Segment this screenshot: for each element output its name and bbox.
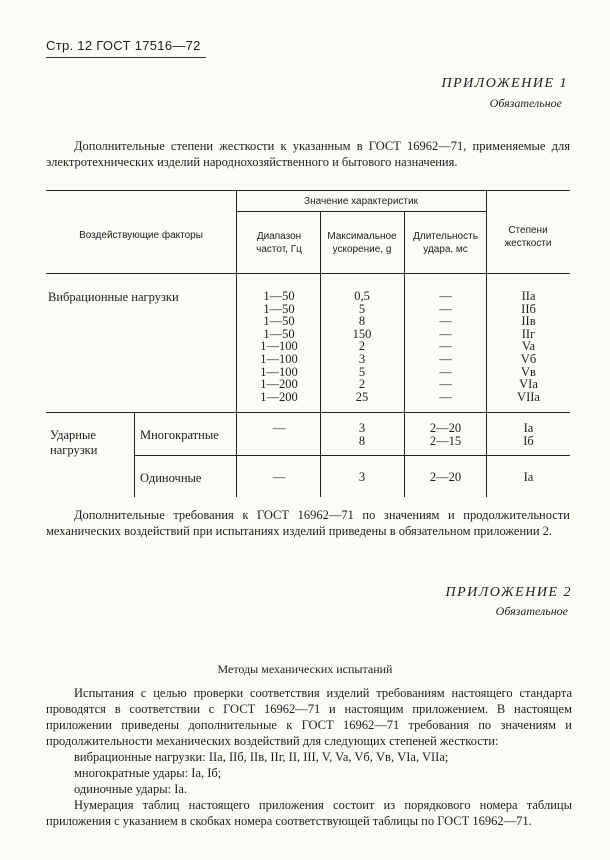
table-header-rule — [46, 273, 570, 274]
multiple-accel: 3 8 — [358, 421, 366, 448]
multiple-freq: — — [272, 421, 286, 435]
single-label: Одиночные — [140, 471, 202, 485]
vibration-accel: 0,5 5 8 150 2 3 5 2 25 — [352, 289, 372, 404]
vibration-label: Вибрационные нагрузки — [48, 290, 179, 304]
vibration-duration: — — — — — — — — — — [439, 289, 452, 404]
section-title: Методы механических испытаний — [217, 662, 393, 676]
after-table-paragraph: Дополнительные требования к ГОСТ 16962—71 по значениям и продолжительности механических воздействий при испытаниях изделий приведены в обязательном приложении 2. — [46, 508, 570, 538]
table-vline-1 — [236, 191, 237, 497]
vibration-freq: 1—50 1—50 1—50 1—50 1—100 1—100 1—100 1—200 1—200 — [260, 289, 298, 404]
multiple-degree: Iа Iб — [523, 421, 534, 448]
multiple-label: Многократные — [140, 428, 219, 442]
page-header: Стр. 12 ГОСТ 17516—72 — [46, 38, 201, 53]
col-degree: Степени жесткости — [504, 225, 552, 249]
col-freq: Диапазон частот, Гц — [256, 231, 302, 255]
appendix-2-title: ПРИЛОЖЕНИЕ 2 — [445, 585, 572, 600]
col-factors: Воздействующие факторы — [79, 230, 203, 241]
intro-paragraph: Дополнительные степени жесткости к указанным в ГОСТ 16962—71, применяемые для электротехнических изделий народнохозяйственного и бытового назначения. — [46, 139, 570, 169]
single-degree: Iа — [523, 470, 534, 484]
appendix-2-subtitle: Обязательное — [495, 604, 568, 618]
single-freq: — — [272, 470, 286, 484]
single-duration: 2—20 — [429, 470, 462, 484]
table-group-rule — [236, 211, 486, 212]
appendix-1-subtitle: Обязательное — [489, 96, 562, 110]
multiple-duration: 2—20 2—15 — [429, 421, 462, 448]
header-rule — [46, 57, 206, 58]
methods-list-single: одиночные удары: Iа. — [74, 782, 188, 796]
methods-paragraph-2: Нумерация таблиц настоящего приложения состоит из порядкового номера таблицы приложения с указанием в скобках номера соответствующей таблицы по ГОСТ 16962—71. — [46, 798, 572, 828]
col-duration: Длительность удара, мс — [413, 231, 478, 255]
table-top-rule — [46, 190, 570, 191]
methods-list-vibration: вибрационные нагрузки: IIа, IIб, IIв, IIг, II, III, V, Va, Vб, Vв, VIa, VIIa; — [74, 750, 449, 764]
col-group: Значение характеристик — [304, 196, 418, 207]
single-accel: 3 — [358, 470, 366, 484]
appendix-1-title: ПРИЛОЖЕНИЕ 1 — [441, 76, 568, 91]
table-shock-rule — [134, 455, 570, 456]
shock-label: Ударные нагрузки — [50, 428, 98, 457]
methods-list-multiple: многократные удары: Iа, Iб; — [74, 766, 222, 780]
methods-paragraph-1: Испытания с целью проверки соответствия изделий требованиям настоящего стандарта проводятся в соответствии с ГОСТ 16962—71 и настоящим приложением. В настоящем приложении приведены дополнительные к ГОСТ 16962—71 требования по значениям и продолжительности механических воздействий для следующих степеней жесткости: — [46, 686, 572, 748]
table-section-rule — [46, 412, 570, 413]
vibration-degree: IIа IIб IIв IIг Va Vб Vв VIa VIIa — [517, 289, 540, 404]
methods-body — [46, 685, 572, 829]
col-accel: Максимальное ускорение, g — [327, 231, 397, 255]
